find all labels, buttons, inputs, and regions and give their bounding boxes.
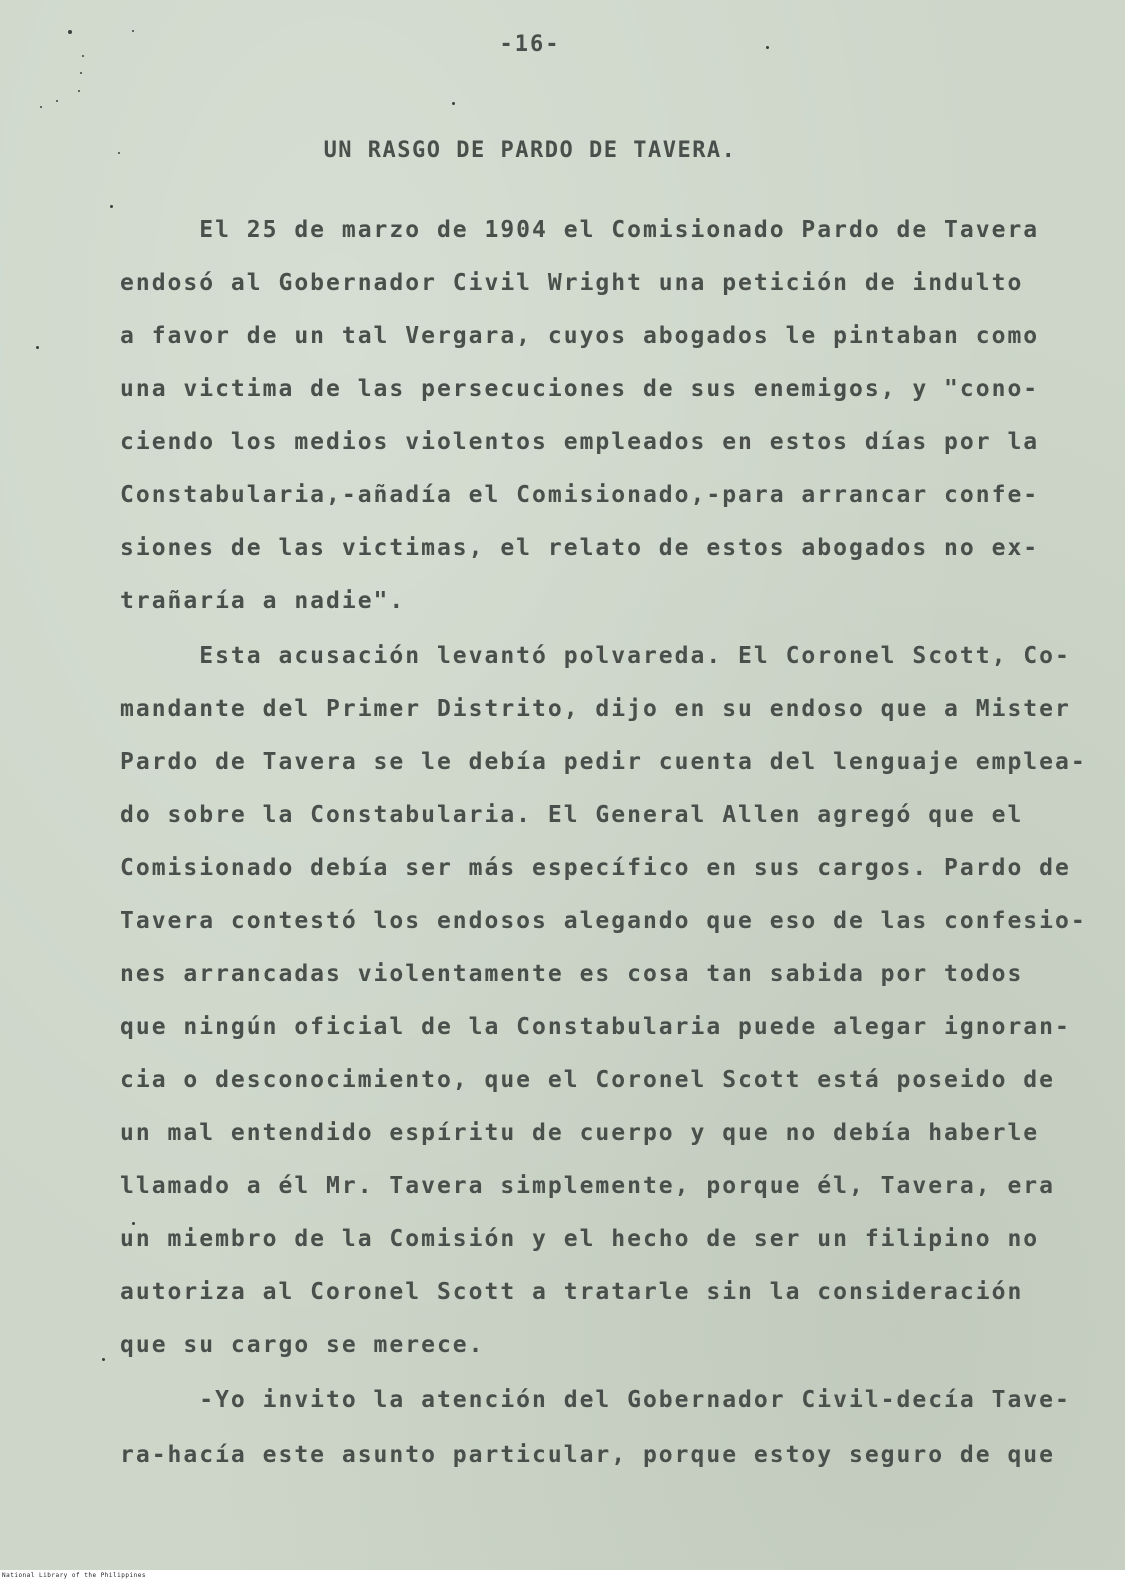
- paper-speck: [452, 102, 455, 105]
- text-line: Tavera contestó los endosos alegando que eso de las confesio-: [120, 908, 1087, 934]
- page-heading: UN RASGO DE PARDO DE TAVERA.: [323, 138, 737, 163]
- paper-speck: [118, 152, 120, 154]
- text-line: autoriza al Coronel Scott a tratarle sin la consideración: [120, 1279, 1024, 1305]
- text-line: cia o desconocimiento, que el Coronel Scott está poseido de: [120, 1067, 1055, 1093]
- archive-footer: National Library of the Philippines: [2, 1572, 146, 1579]
- text-line: siones de las victimas, el relato de estos abogados no ex-: [120, 535, 1040, 561]
- paper-speck: [68, 30, 72, 34]
- text-line: ra-hacía este asunto particular, porque estoy seguro de que: [120, 1442, 1055, 1468]
- paper-speck: [132, 1222, 135, 1225]
- text-line: Esta acusación levantó polvareda. El Coronel Scott, Co-: [120, 643, 1071, 669]
- text-line: Pardo de Tavera se le debía pedir cuenta del lenguaje emplea-: [120, 749, 1087, 775]
- text-line: que ningún oficial de la Constabularia puede alegar ignoran-: [120, 1014, 1071, 1040]
- paper-speck: [36, 346, 39, 349]
- text-line: ciendo los medios violentos empleados en estos días por la: [120, 429, 1040, 455]
- paper-speck: [56, 100, 58, 102]
- paper-speck: [102, 1358, 105, 1361]
- text-line: -Yo invito la atención del Gobernador Civil-decía Tave-: [120, 1387, 1071, 1413]
- text-line: nes arrancadas violentamente es cosa tan sabida por todos: [120, 961, 1024, 987]
- text-line: do sobre la Constabularia. El General Allen agregó que el: [120, 802, 1024, 828]
- paper-speck: [78, 90, 80, 92]
- text-line: llamado a él Mr. Tavera simplemente, porque él, Tavera, era: [120, 1173, 1055, 1199]
- text-line: Constabularia,-añadía el Comisionado,-para arrancar confe-: [120, 482, 1040, 508]
- text-line: un miembro de la Comisión y el hecho de ser un filipino no: [120, 1226, 1040, 1252]
- text-line: mandante del Primer Distrito, dijo en su endoso que a Mister: [120, 696, 1071, 722]
- text-line: un mal entendido espíritu de cuerpo y que no debía haberle: [120, 1120, 1040, 1146]
- text-line: Comisionado debía ser más específico en sus cargos. Pardo de: [120, 855, 1071, 881]
- text-line: que su cargo se merece.: [120, 1332, 485, 1358]
- text-line: endosó al Gobernador Civil Wright una petición de indulto: [120, 270, 1024, 296]
- paper-speck: [40, 106, 42, 108]
- paper-speck: [110, 205, 113, 208]
- paper-speck: [82, 55, 84, 57]
- paper-speck: [80, 72, 82, 74]
- text-line: una victima de las persecuciones de sus enemigos, y "cono-: [120, 376, 1040, 402]
- paper-speck: [766, 46, 769, 49]
- paper-speck: [132, 30, 134, 32]
- text-line: El 25 de marzo de 1904 el Comisionado Pardo de Tavera: [120, 217, 1040, 243]
- text-line: a favor de un tal Vergara, cuyos abogados le pintaban como: [120, 323, 1040, 349]
- text-line: trañaría a nadie".: [120, 588, 406, 614]
- page-number: -16-: [499, 32, 561, 57]
